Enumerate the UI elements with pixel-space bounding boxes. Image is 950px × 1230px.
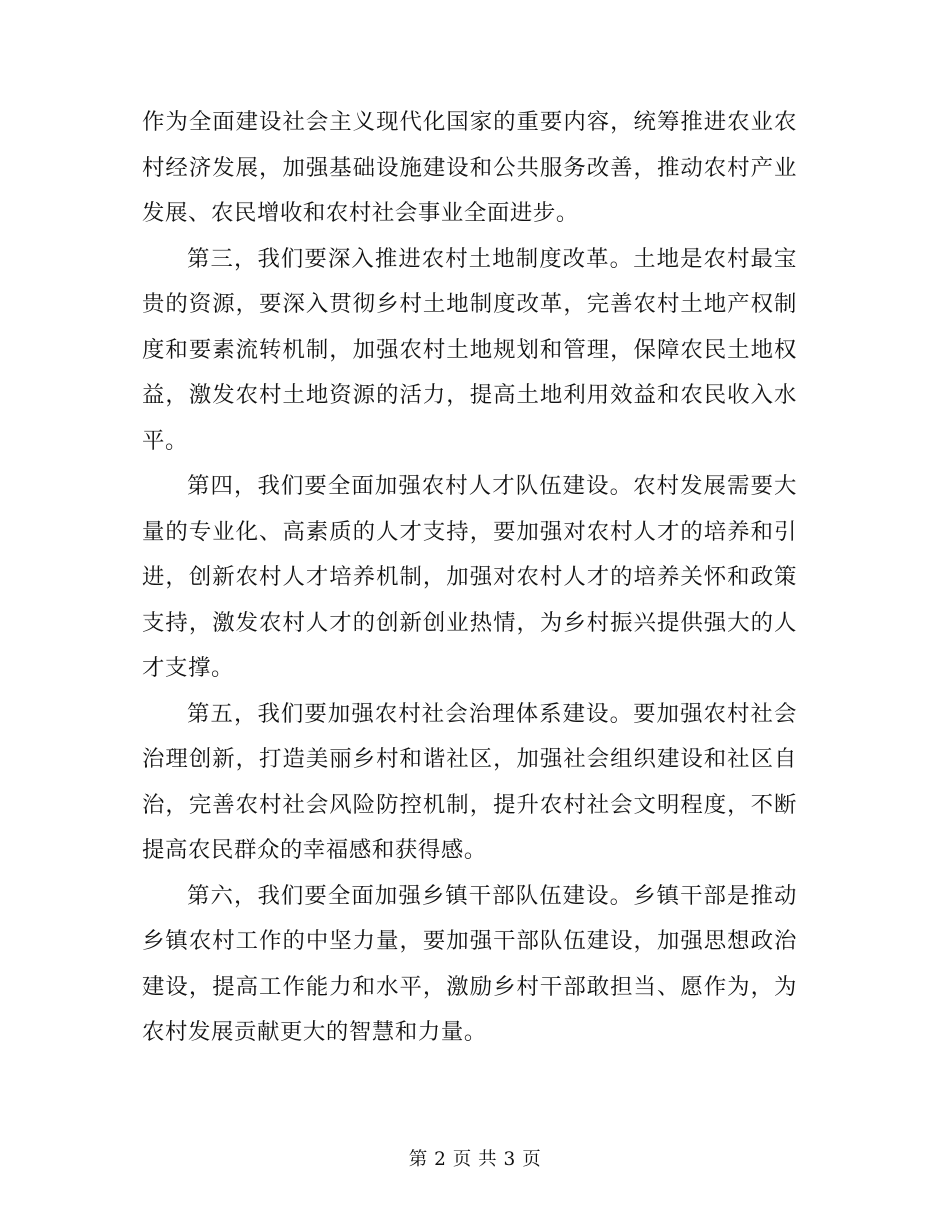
- paragraph-cadres: 第六，我们要全面加强乡镇干部队伍建设。乡镇干部是推动乡镇农村工作的中坚力量，要加强干部队伍建设，加强思想政治建设，提高工作能力和水平，激励乡村干部敢担当、愿作为，为农村发展贡献更大的智慧和力量。: [142, 882, 797, 1045]
- paragraph-continuation: 作为全面建设社会主义现代化国家的重要内容，统筹推进农业农村经济发展，加强基础设施建设和公共服务改善，推动农村产业发展、农民增收和农村社会事业全面进步。: [142, 109, 797, 226]
- page-number-footer: 第 2 页 共 3 页: [408, 1149, 542, 1170]
- paragraph-land-reform: 第三，我们要深入推进农村土地制度改革。土地是农村最宝贵的资源，要深入贯彻乡村土地制度改革，完善农村土地产权制度和要素流转机制，加强农村土地规划和管理，保障农民土地权益，激发农村土地资源的活力，提高土地利用效益和农民收入水平。: [142, 245, 797, 454]
- document-body: [142, 100, 797, 1056]
- paragraph-governance: 第五，我们要加强农村社会治理体系建设。要加强农村社会治理创新，打造美丽乡村和谐社区，加强社会组织建设和社区自治，完善农村社会风险防控机制，提升农村社会文明程度，不断提高农民群众的幸福感和获得感。: [142, 700, 797, 863]
- paragraph-talent: 第四，我们要全面加强农村人才队伍建设。农村发展需要大量的专业化、高素质的人才支持，要加强对农村人才的培养和引进，创新农村人才培养机制，加强对农村人才的培养关怀和政策支持，激发农村人才的创新创业热情，为乡村振兴提供强大的人才支撑。: [142, 473, 797, 681]
